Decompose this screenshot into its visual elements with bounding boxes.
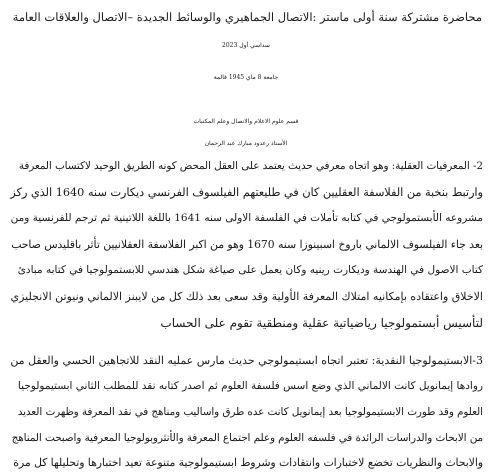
- section2-line: كتاب الاصول في الهندسة وديكارت رينيه وكان يعمل على صياغة شكل هندسي للابستمولوجيا في كتابه مبادئ: [17, 264, 483, 276]
- professor-name: الأستاذ رعدود مبارك عبد الرحمان: [204, 140, 288, 147]
- lecture-header: محاضرة مشتركة سنة أولى ماستر :الاتصال الجماهيري والوسائط الجديدة –الاتصال والعلاقات العامة: [12, 10, 482, 24]
- section2-line: وارتبط بنخبة من الفلاسفة العقليين كان في طليعتهم الفيلسوف الفرنسي ديكارت سنه 1640 الذي ركز: [10, 186, 483, 199]
- section3-line: العلوم وقد طورت الابستيمولوجيا بعد إيمانويل كانت عده طرق واساليب ومناهج في نقد المعرفة وظهرت العديد: [17, 406, 483, 418]
- section2-line: 2- المعرفيات العقلية: وهو اتجاه معرفي حديث يعتمد على العقل المحض كونه الطريق الوحيد لاكتساب المعرفة: [18, 160, 483, 172]
- section2-line: مشروعه الأبستمولوجي في كتابه تأملات في الفلسفة الاولى سنه 1641 باللغة اللاتينية ثم ترجم للفرنسية ومن: [10, 212, 483, 224]
- section3-line: روادها إيمانويل كانت الالماني الذي وضع اسس فلسفة العلوم ثم اصدر كتابه نقد للمطلب الثاني ابستيمولوجيا: [17, 380, 483, 392]
- section2-line: لتأسيس أبستمولوجيا رياضياتية عقلية ومنطقية تقوم على الحساب: [160, 316, 483, 330]
- section3-line: والابحاث والنظريات تخضع لاختبارات وانتقادات وشروط ابستيمولوجية متنوعة تعيد اختبارها وتحليلها كل مرة: [13, 456, 483, 469]
- section3-line: 3-الابستيمولوجيا النقدية: تعتبر اتجاه ابستيمولوجي حديث مارس عمليه النقد للاتجاهين الحسي والعقل من: [10, 354, 483, 367]
- semester-label: سداسي أول 2023: [222, 42, 270, 49]
- section3-line: من الابحاث والدراسات الرائدة في فلسفه العلوم وعلم اجتماع المعرفة والأنثروبولوجيا المعرفية واصبحت المناهج: [11, 432, 483, 444]
- section2-line: بعد جاء الفيلسوف الالماني باروخ اسبينوزا سنه 1670 وهو من اكبر الفلاسفة العقلانيين تأثر باقليدس صاحب: [11, 238, 483, 251]
- university-label: جامعة 8 ماي 1945 قالمة: [213, 74, 279, 81]
- department-label: قسم علوم الاعلام والاتصال وعلم المكتبات: [193, 118, 299, 125]
- section2-line: الاخلاق واعتقاده بإمكانيه امتلاك المعرفة الأولية وقد سعى بعد ذلك كل من لايبنز الالماني ونيوتن الانجليزي: [10, 290, 483, 303]
